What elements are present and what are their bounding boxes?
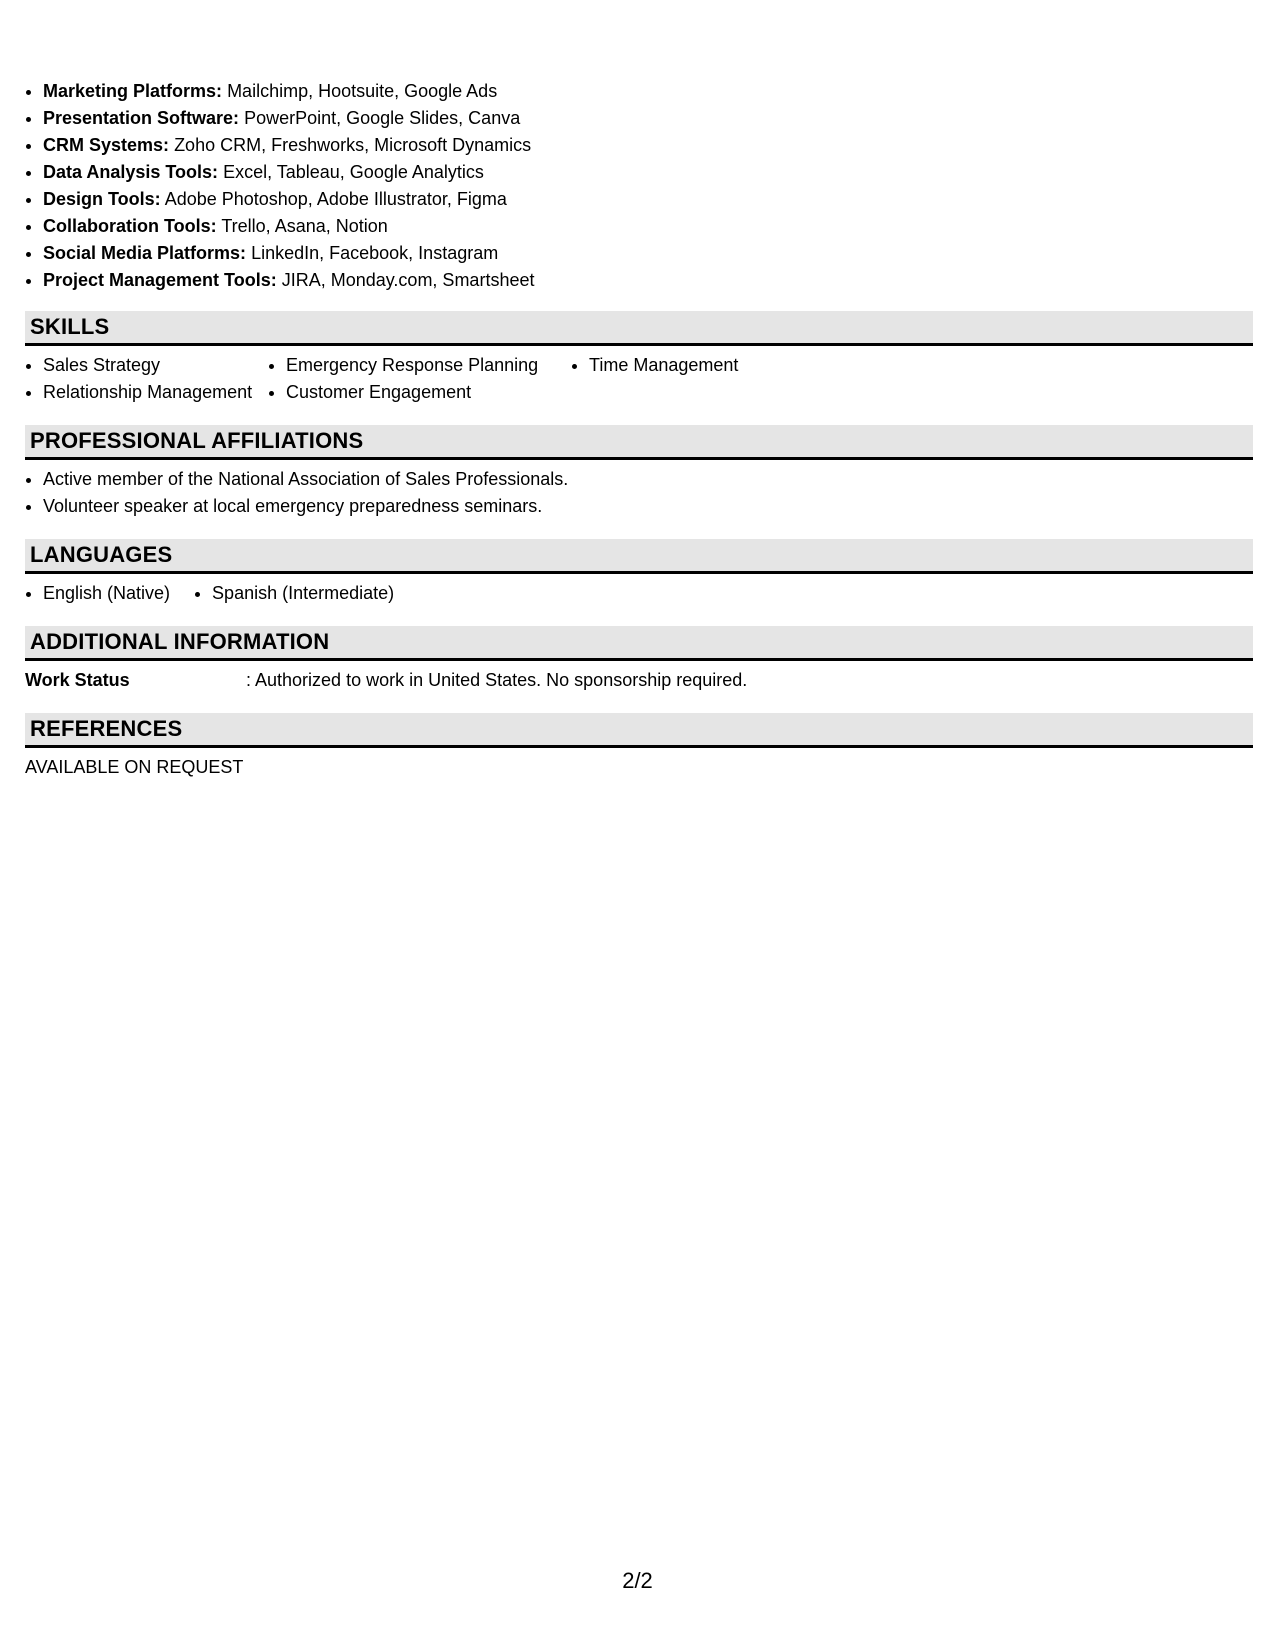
tool-label: Data Analysis Tools: [43,162,219,182]
list-item: • Relationship Management [43,379,268,406]
list-item [43,267,1253,294]
tool-label: CRM Systems: [43,135,170,155]
tool-value: Zoho CRM, Freshworks, Microsoft Dynamics [174,135,532,155]
resume-page [25,78,1253,781]
section-title: LANGUAGES [25,539,1253,574]
list-item [43,159,1253,186]
list-item: • English (Native) [43,580,170,607]
affiliations-list [25,466,1253,520]
list-item: • Spanish (Intermediate) [212,580,394,607]
tool-value: Excel, Tableau, Google Analytics [223,162,484,182]
list-item: • Customer Engagement [286,379,571,406]
references-text: AVAILABLE ON REQUEST [25,757,244,777]
list-item: • Sales Strategy [43,352,268,379]
section-title: PROFESSIONAL AFFILIATIONS [25,425,1253,460]
list-item: • Active member of the National Association of Sales Professionals. [43,466,1253,493]
list-item [43,132,1253,159]
tool-value: JIRA, Monday.com, Smartsheet [281,270,535,290]
affiliations-section [25,425,1253,520]
section-title: ADDITIONAL INFORMATION [25,626,1253,661]
section-title: SKILLS [25,311,1253,346]
tool-value: Adobe Photoshop, Adobe Illustrator, Figma [164,189,507,209]
section-title: REFERENCES [25,713,1253,748]
list-item: • Time Management [589,352,829,379]
work-status-label: Work Status [25,670,130,690]
list-item [43,240,1253,267]
tool-value: Mailchimp, Hootsuite, Google Ads [227,81,498,101]
list-item [43,213,1253,240]
skills-list [25,352,1253,406]
list-item [43,105,1253,132]
tool-label: Presentation Software: [43,108,240,128]
tool-label: Design Tools: [43,189,161,209]
work-status-row [25,667,1253,694]
list-item: • Volunteer speaker at local emergency preparedness seminars. [43,493,1253,520]
tool-label: Collaboration Tools: [43,216,217,236]
list-item: • Emergency Response Planning [286,352,571,379]
page-number: 2/2 [622,1568,653,1593]
references-section [25,713,1253,781]
additional-info-section [25,626,1253,694]
list-item [43,78,1253,105]
tool-label: Social Media Platforms: [43,243,247,263]
tool-value: LinkedIn, Facebook, Instagram [251,243,499,263]
work-status-value: : Authorized to work in United States. No sponsorship required. [246,670,748,690]
list-item [43,186,1253,213]
tool-value: PowerPoint, Google Slides, Canva [244,108,521,128]
tool-label: Marketing Platforms: [43,81,223,101]
tool-label: Project Management Tools: [43,270,277,290]
tool-value: Trello, Asana, Notion [221,216,388,236]
languages-section [25,539,1253,607]
tools-list [25,78,1253,294]
skills-section [25,311,1253,406]
languages-list [25,580,1253,607]
